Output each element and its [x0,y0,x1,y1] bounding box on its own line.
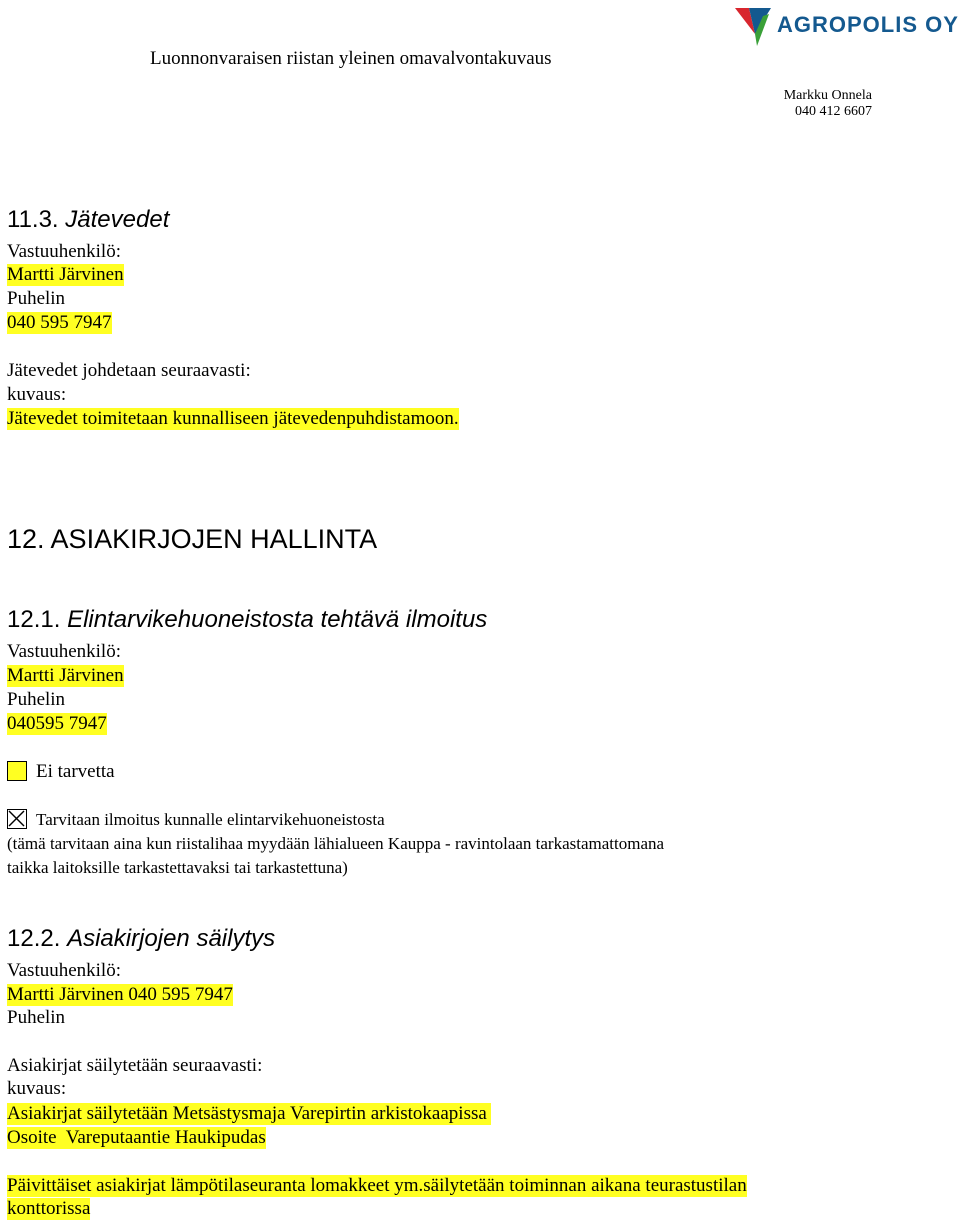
description-label: kuvaus: [7,384,67,405]
section-12-heading: 12. ASIAKIRJOJEN HALLINTA [7,524,378,554]
option-needed-label: Tarvitaan ilmoitus kunnalle elintarvikehuoneistosta [36,810,385,829]
phone-value: 040595 7947 [7,713,107,734]
phone-value: 040 595 7947 [7,312,112,333]
author-phone: 040 412 6607 [795,104,872,119]
heading-text: Elintarvikehuoneistosta tehtävä ilmoitus [67,606,488,633]
checkmark-x-icon [8,810,25,827]
responsible-name: Martti Järvinen [7,264,124,285]
checkbox-needed-checked[interactable] [7,809,27,829]
description-text: Jätevedet toimitetaan kunnalliseen jätevedenpuhdistamoon. [7,408,459,429]
responsible-label: Vastuuhenkilö: [7,960,121,981]
company-logo [733,4,958,48]
heading-number: 11.3. [7,206,59,233]
responsible-label: Vastuuhenkilö: [7,641,121,662]
intro-text: Jätevedet johdetaan seuraavasti: [7,360,251,381]
description-label: kuvaus: [7,1078,67,1099]
heading-text: Asiakirjojen säilytys [67,925,276,952]
note-line-1: (tämä tarvitaan aina kun riistalihaa myydään lähialueen Kauppa - ravintolaan tarkastamattomana [7,834,665,853]
heading-number: 12.1. [7,606,61,633]
document-title: Luonnonvaraisen riistan yleinen omavalvontakuvaus [150,48,552,69]
checkbox-not-needed[interactable] [7,761,27,781]
author-name: Markku Onnela [783,88,872,103]
heading-11-3 [7,206,169,234]
phone-label: Puhelin [7,288,66,309]
heading-12-1 [7,606,487,634]
phone-label: Puhelin [7,689,66,710]
heading-number: 12.2. [7,925,61,952]
phone-label: Puhelin [7,1007,66,1028]
logo-mark-icon [733,4,775,48]
logo-text: AGROPOLIS OY [777,12,959,37]
daily-docs-line-1: Päivittäiset asiakirjat lämpötilaseuranta lomakkeet ym.säilytetään toiminnan aikana teurastustilan [7,1175,747,1196]
option-not-needed-label: Ei tarvetta [36,761,115,782]
description-line-2: Osoite Vareputaantie Haukipudas [7,1127,266,1148]
responsible-name-phone: Martti Järvinen 040 595 7947 [7,984,233,1005]
daily-docs-line-2: konttorissa [7,1198,91,1219]
responsible-label: Vastuuhenkilö: [7,241,121,262]
description-line-1: Asiakirjat säilytetään Metsästysmaja Varepirtin arkistokaapissa [7,1103,491,1125]
responsible-name: Martti Järvinen [7,665,124,686]
heading-text: Jätevedet [65,206,170,233]
note-line-2: taikka laitoksille tarkastettavaksi tai tarkastettuna) [7,858,348,877]
heading-12-2 [7,925,275,953]
intro-text: Asiakirjat säilytetään seuraavasti: [7,1055,263,1076]
